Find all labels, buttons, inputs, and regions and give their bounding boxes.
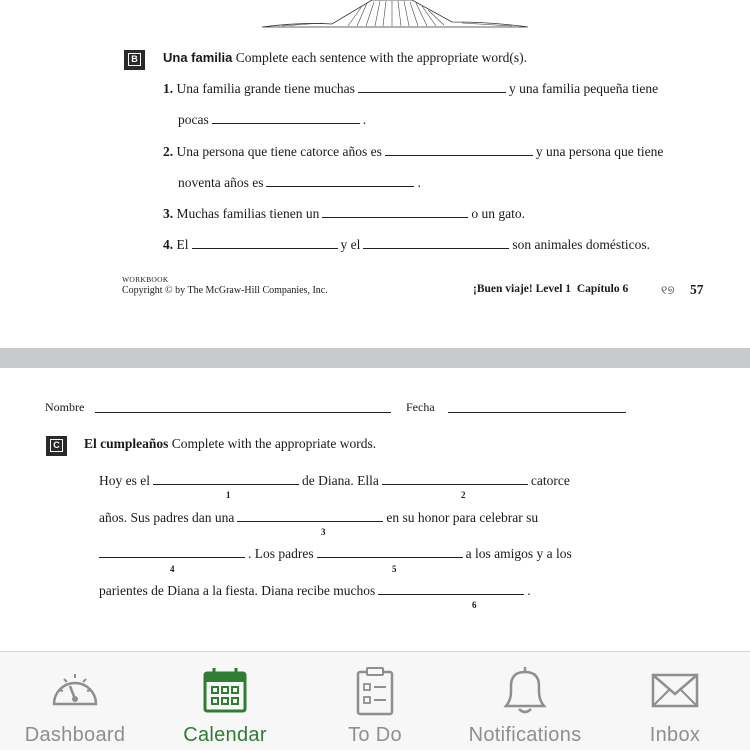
blank-number-1: 1	[226, 490, 231, 500]
page-number: 57	[690, 282, 704, 297]
tab-todo[interactable]	[300, 652, 450, 750]
workbook-page-57	[0, 0, 750, 348]
footer-book-title: ¡Buen viaje! Level 1 Capítulo 6	[473, 283, 629, 295]
item-1-line-2: pocas .	[178, 112, 367, 127]
nombre-label: Nombre	[45, 400, 85, 414]
footer-copyright: Copyright © by The McGraw-Hill Companies, Inc.	[122, 285, 328, 296]
section-b-instructions: Complete each sentence with the appropriate word(s).	[235, 50, 527, 65]
tab-label: Dashboard	[24, 724, 126, 746]
fecha-label: Fecha	[406, 400, 435, 414]
blank[interactable]	[363, 248, 509, 249]
item-2-line-2: noventa años es .	[178, 175, 421, 190]
fecha-field[interactable]	[448, 412, 626, 413]
blank[interactable]	[385, 155, 533, 156]
tab-label: Inbox	[649, 724, 701, 746]
section-b-heading	[163, 50, 527, 66]
blank-number-2: 2	[461, 490, 466, 500]
section-c-title: El cumpleaños	[84, 436, 169, 451]
paragraph-line-2: años. Sus padres dan una en su honor para celebrar su	[99, 510, 539, 525]
paragraph-line-1: Hoy es el de Diana. Ella catorce	[99, 473, 570, 488]
blank[interactable]	[212, 123, 360, 124]
tab-inbox[interactable]	[600, 652, 750, 750]
blank-4[interactable]	[99, 557, 245, 558]
item-3-line: 3. Muchas familias tienen un o un gato.	[163, 206, 525, 221]
tab-notifications[interactable]	[450, 652, 600, 750]
blank[interactable]	[322, 217, 468, 218]
blank-6[interactable]	[378, 594, 524, 595]
footer-ornament: ୧୭	[661, 283, 675, 297]
tab-label: Notifications	[468, 724, 582, 746]
haystack-illustration	[262, 0, 528, 28]
calendar-icon	[200, 666, 250, 716]
paragraph-line-4: parientes de Diana a la fiesta. Diana recibe muchos .	[99, 583, 531, 598]
blank-5[interactable]	[317, 557, 463, 558]
tab-label: Calendar	[183, 724, 267, 746]
item-4-line: 4. El y el son animales domésticos.	[163, 237, 650, 252]
blank[interactable]	[266, 186, 414, 187]
bell-icon	[500, 666, 550, 716]
blank-1[interactable]	[153, 484, 299, 485]
footer-workbook-label: WORKBOOK	[122, 275, 169, 284]
clipboard-list-icon	[350, 666, 400, 716]
workbook-page-58	[0, 368, 750, 651]
nombre-field[interactable]	[95, 412, 391, 413]
envelope-icon	[650, 666, 700, 716]
section-c-heading	[84, 436, 376, 452]
blank-number-3: 3	[321, 527, 326, 537]
blank-2[interactable]	[382, 484, 528, 485]
item-2-line-1: 2. Una persona que tiene catorce años es y una persona que tiene	[163, 144, 664, 159]
blank[interactable]	[192, 248, 338, 249]
bottom-tab-bar	[0, 651, 750, 750]
page-divider	[0, 348, 750, 368]
section-b-badge: B	[124, 50, 145, 70]
section-b-title: Una familia	[163, 50, 233, 65]
tab-label: To Do	[348, 724, 402, 746]
blank-number-5: 5	[392, 564, 397, 574]
blank-3[interactable]	[237, 521, 383, 522]
tab-dashboard[interactable]	[0, 652, 150, 750]
tab-calendar[interactable]	[150, 652, 300, 750]
blank-number-6: 6	[472, 600, 477, 610]
dashboard-gauge-icon	[50, 666, 100, 712]
section-c-badge: C	[46, 436, 67, 456]
blank[interactable]	[358, 92, 506, 93]
item-1-line-1: 1. Una familia grande tiene muchas y una familia pequeña tiene	[163, 81, 659, 96]
paragraph-line-3: . Los padres a los amigos y a los	[99, 546, 572, 562]
blank-number-4: 4	[170, 564, 175, 574]
section-c-instructions: Complete with the appropriate words.	[171, 436, 377, 451]
